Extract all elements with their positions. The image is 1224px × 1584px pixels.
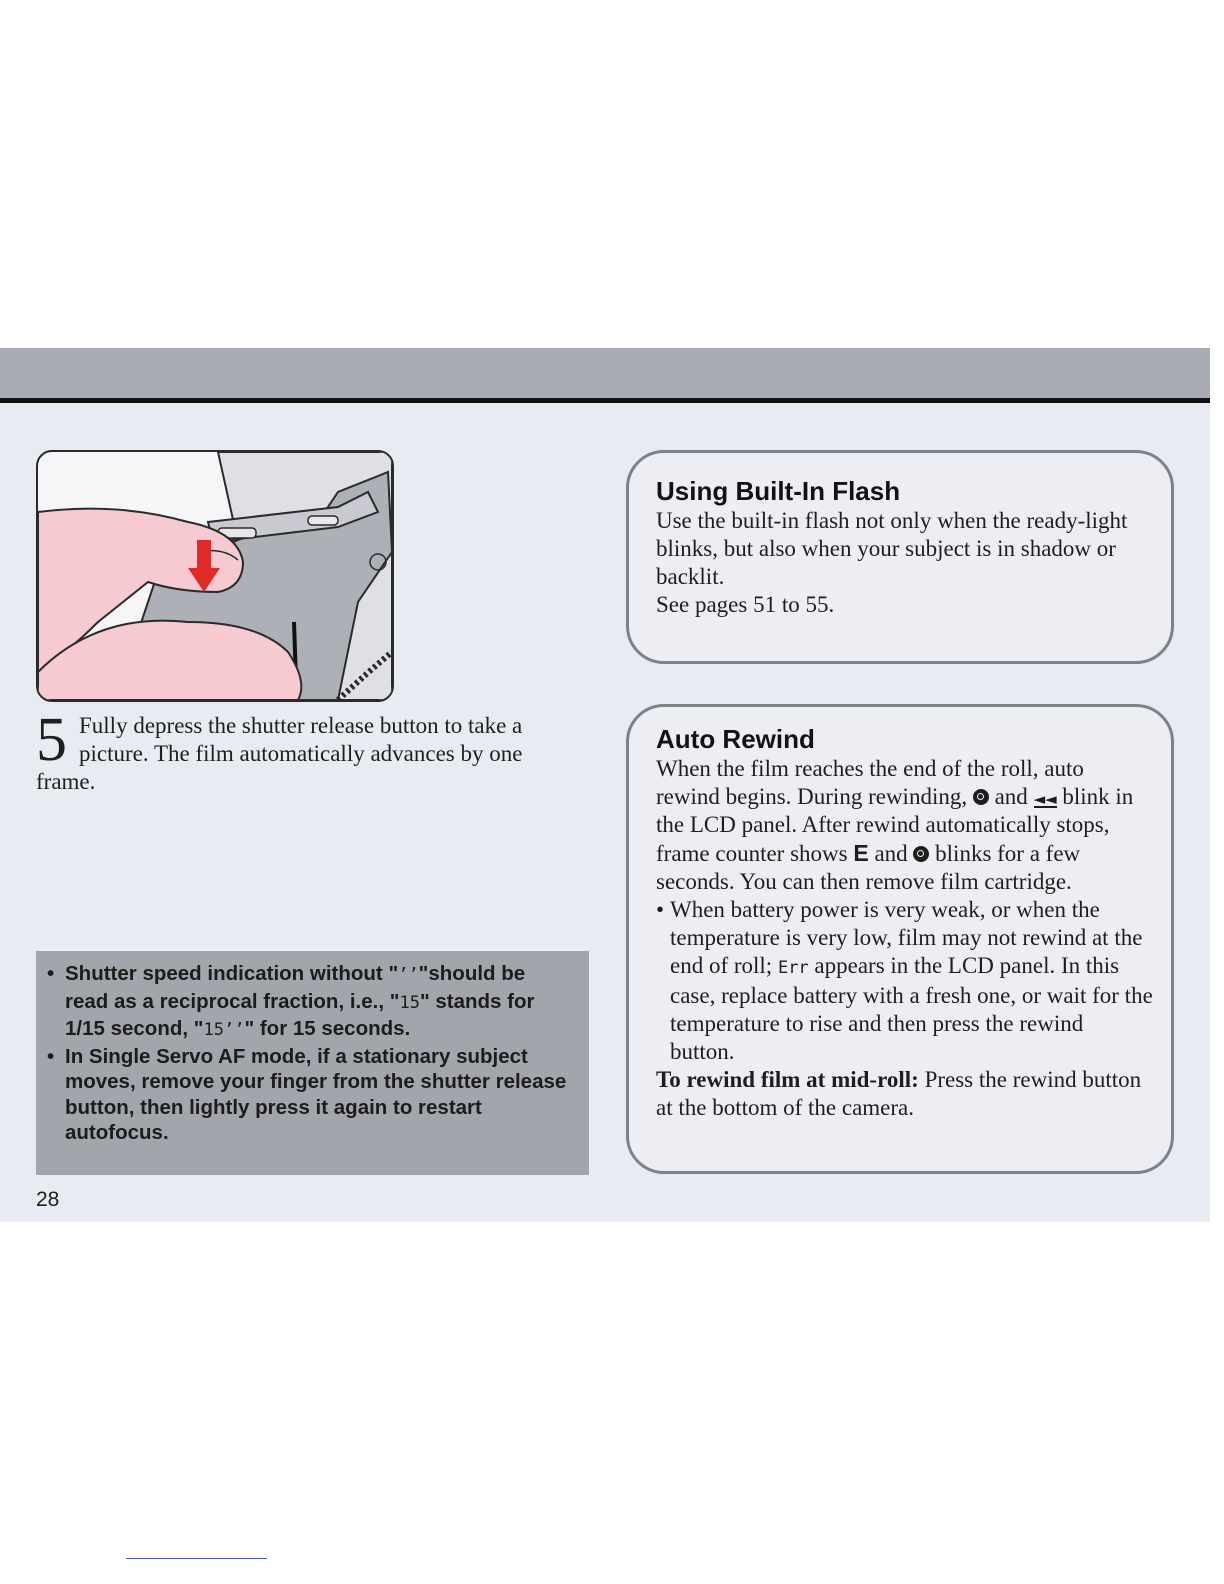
rewind-text: When the film reaches the end of the roll, auto rewind begins. During rewinding,: [656, 756, 1084, 809]
arrow-shaft: [197, 540, 211, 570]
note-shutter-speed: [60, 961, 571, 1044]
err-symbol: Err: [777, 958, 809, 978]
lcd-code: 15: [399, 992, 420, 1013]
notes-box: [36, 951, 589, 1175]
shutter-illustration: [36, 450, 394, 702]
note-text: " stands for 1/15 second, ": [65, 989, 535, 1040]
page-number: 28: [36, 1188, 60, 1211]
flash-box-see: See pages 51 to 55.: [656, 592, 835, 617]
rewind-text: When battery power is very weak, or when the temperature is very low, film may not rewind at the end of roll;: [670, 897, 1143, 978]
note-text: "should be read as a reciprocal fraction, i.e., ": [65, 962, 526, 1013]
flash-box-body: Use the built-in flash not only when the ready-light blinks, but also when your subject is in shadow or backlit.: [656, 508, 1128, 589]
rewind-text: and: [874, 841, 908, 866]
step-text: Fully depress the shutter release button to take a picture. The film automatically advances by one frame.: [36, 713, 523, 794]
film-cartridge-icon: [913, 846, 929, 862]
flash-box-title: Using Built-In Flash: [656, 476, 901, 506]
header-rule: [0, 398, 1210, 403]
film-cartridge-icon: [973, 789, 989, 805]
rewind-text: appears in the LCD panel. In this case, replace battery with a fresh one, or wait for the temperature to rise and then press the rewind button.: [670, 953, 1153, 1064]
mid-roll-label: To rewind film at mid-roll:: [656, 1067, 919, 1092]
header-band: [0, 348, 1210, 398]
shutter-drawing: [38, 452, 392, 700]
note-text: Shutter speed indication without ": [65, 962, 399, 985]
rewind-bullets: [656, 896, 1153, 1066]
note-single-servo: • In Single Servo AF mode, if a stationary subject moves, remove your finger from the shutter release button, then lightly press it again to restart autofocus.: [60, 1044, 571, 1146]
rewind-text: blinks for a few seconds. You can then remove film cartridge.: [656, 841, 1081, 894]
note-text: " for 15 seconds.: [244, 1017, 411, 1040]
step-5: [36, 706, 576, 796]
lcd-code: 15’’: [203, 1020, 245, 1040]
rewind-info-box: [626, 704, 1174, 1174]
step-number: 5: [36, 706, 67, 774]
rewind-text: and: [994, 784, 1028, 809]
flash-info-box: [626, 450, 1174, 664]
seconds-symbol: ’’: [398, 965, 419, 985]
mid-roll-text: Press the rewind button at the bottom of the camera.: [656, 1067, 1142, 1120]
rewind-box-title: Auto Rewind: [656, 724, 815, 754]
rewind-icon: ◄◄: [1033, 790, 1057, 808]
e-symbol: E: [853, 840, 869, 866]
notes-list: [60, 961, 571, 1146]
rewind-text: blink in the LCD panel. After rewind automatically stops, frame counter shows: [656, 784, 1134, 866]
mode-button: [308, 516, 338, 525]
rewind-bullet-battery: [656, 896, 1153, 1066]
rewind-box-body: [656, 755, 1153, 896]
bottom-rule: [126, 1558, 267, 1559]
mid-roll-instruction: [656, 1066, 1153, 1122]
manual-page: [0, 348, 1210, 1222]
